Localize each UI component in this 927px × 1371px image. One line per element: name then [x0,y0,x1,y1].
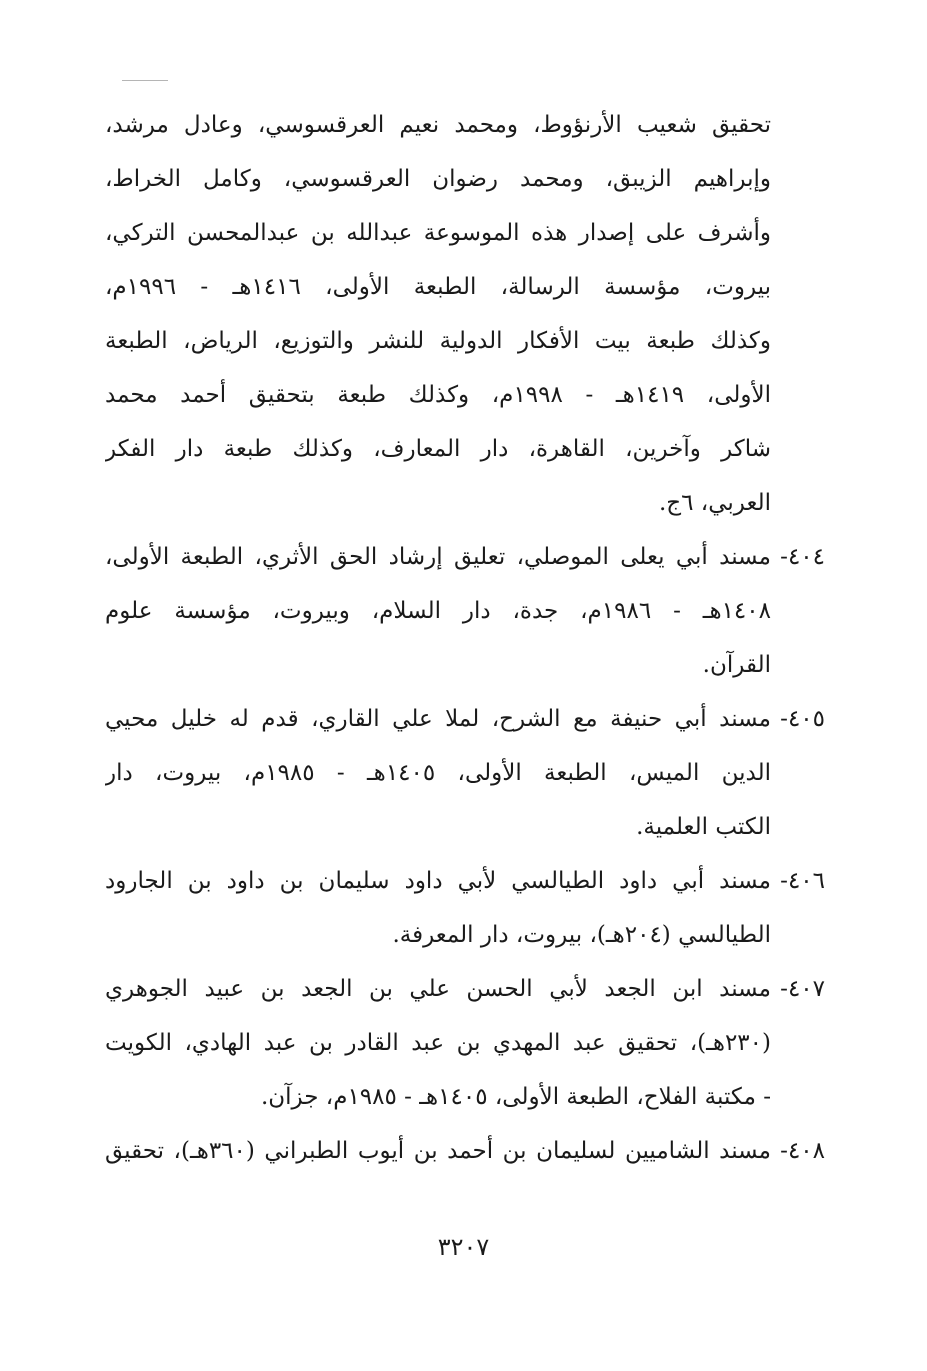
text-line: بيروت، مؤسسة الرسالة، الطبعة الأولى، ١٤١٦هـ - ١٩٩٦م، [105,274,771,300]
entry-text: مسند أبي داود الطيالسي لأبي داود سليمان بن داود بن الجارود [105,868,771,894]
entry-text: مسند أبي يعلى الموصلي، تعليق إرشاد الحق الأثري، الطبعة الأولى، [105,544,771,570]
text-line: وكذلك طبعة بيت الأفكار الدولية للنشر والتوزيع، الرياض، الطبعة [105,328,771,354]
text-line: الأولى، ١٤١٩هـ - ١٩٩٨م، وكذلك طبعة بتحقيق أحمد محمد [105,382,772,408]
entry-first-line [105,1124,825,1178]
text-line: ١٤٠٨هـ - ١٩٨٦م، جدة، دار السلام، وبيروت، مؤسسة علوم [105,598,771,624]
text-line: وإبراهيم الزيبق، ومحمد رضوان العرقسوسي، وكامل الخراط، [105,166,771,192]
entry-number: ٤٠٧- [780,976,825,1002]
entry-number: ٤٠٤- [780,544,825,570]
entry-first-line [105,962,825,1016]
text-line: الكتب العلمية. [636,814,771,840]
entry-number: ٤٠٨- [780,1138,825,1164]
entry-text: مسند أبي حنيفة مع الشرح، لملا علي القاري، قدم له خليل محيي [105,706,771,732]
text-line: - مكتبة الفلاح، الطبعة الأولى، ١٤٠٥هـ - ١٩٨٥م، جزآن. [260,1084,771,1110]
text-line: (٢٣٠هـ)، تحقيق عبد المهدي بن عبد القادر بن عبد الهادي، الكويت [105,1030,771,1056]
header-rule [122,80,168,81]
entry-text: مسند الشاميين لسليمان بن أحمد بن أيوب الطبراني (٣٦٠هـ)، تحقيق [105,1138,771,1164]
text-line: شاكر وآخرين، القاهرة، دار المعارف، وكذلك طبعة دار الفكر [105,436,771,462]
entry-first-line [105,854,825,908]
entry-first-line [105,692,825,746]
entry-first-line [105,530,825,584]
bibliography-entry [105,962,825,1124]
text-line: وأشرف على إصدار هذه الموسوعة عبدالله بن عبدالمحسن التركي، [105,220,771,246]
text-line: الطيالسي (٢٠٤هـ)، بيروت، دار المعرفة. [392,922,771,948]
bibliography-entry [105,692,825,854]
entry-number: ٤٠٦- [780,868,825,894]
text-line: القرآن. [702,652,771,678]
bibliography-entry [105,854,825,962]
continued-entry [105,98,825,530]
bibliography-body [105,98,825,1178]
text-line: العربي، ٦ج. [658,490,771,516]
text-line: الدين الميس، الطبعة الأولى، ١٤٠٥هـ - ١٩٨٥م، بيروت، دار [105,760,771,786]
entry-text: مسند ابن الجعد لأبي الحسن علي بن الجعد بن عبيد الجوهري [105,976,771,1002]
bibliography-entry [105,530,825,692]
text-line: تحقيق شعيب الأرنؤوط، ومحمد نعيم العرقسوسي، وعادل مرشد، [105,112,771,138]
bibliography-entry [105,1124,825,1178]
page-number: ٣٢٠٧ [437,1233,490,1261]
entry-number: ٤٠٥- [780,706,825,732]
